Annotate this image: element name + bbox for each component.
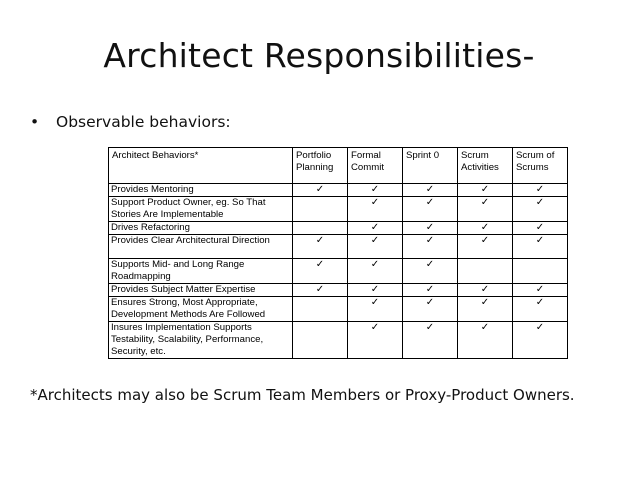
check-icon: ✓: [513, 184, 568, 197]
check-icon: ✓: [348, 322, 403, 359]
header-scrum-activities: Scrum Activities: [458, 148, 513, 184]
check-icon: ✓: [458, 297, 513, 322]
behavior-label: Supports Mid- and Long Range Roadmapping: [109, 259, 293, 284]
behavior-label: Insures Implementation Supports Testability, Scalability, Performance, Security, etc.: [109, 322, 293, 359]
check-icon: ✓: [348, 259, 403, 284]
check-icon: ✓: [513, 297, 568, 322]
check-icon: ✓: [403, 197, 458, 222]
table-row: [109, 222, 568, 235]
header-scrum-of-scrums: Scrum of Scrums: [513, 148, 568, 184]
header-formal-commit: Formal Commit: [348, 148, 403, 184]
check-icon: ✓: [403, 284, 458, 297]
table-row: [109, 259, 568, 284]
check-icon: ✓: [348, 184, 403, 197]
check-icon: ✓: [513, 284, 568, 297]
check-icon: ✓: [458, 222, 513, 235]
check-icon: ✓: [513, 322, 568, 359]
empty-cell: [513, 259, 568, 284]
check-icon: ✓: [458, 284, 513, 297]
check-icon: ✓: [403, 222, 458, 235]
behavior-label: Provides Subject Matter Expertise: [109, 284, 293, 297]
check-icon: ✓: [293, 235, 348, 259]
empty-cell: [293, 297, 348, 322]
behavior-label: Provides Clear Architectural Direction: [109, 235, 293, 259]
check-icon: ✓: [348, 222, 403, 235]
empty-cell: [293, 222, 348, 235]
check-icon: ✓: [403, 259, 458, 284]
behavior-label: Provides Mentoring: [109, 184, 293, 197]
table-header-row: [109, 148, 568, 184]
table-row: [109, 235, 568, 259]
footnote: *Architects may also be Scrum Team Members or Proxy-Product Owners.: [30, 386, 575, 404]
behavior-label: Support Product Owner, eg. So That Stories Are Implementable: [109, 197, 293, 222]
header-portfolio-planning: Portfolio Planning: [293, 148, 348, 184]
check-icon: ✓: [458, 235, 513, 259]
check-icon: ✓: [513, 235, 568, 259]
check-icon: ✓: [403, 297, 458, 322]
check-icon: ✓: [293, 259, 348, 284]
empty-cell: [293, 197, 348, 222]
check-icon: ✓: [293, 184, 348, 197]
table-row: [109, 297, 568, 322]
header-behaviors: Architect Behaviors*: [109, 148, 293, 184]
check-icon: ✓: [348, 235, 403, 259]
table-body: [109, 184, 568, 359]
header-sprint-0: Sprint 0: [403, 148, 458, 184]
check-icon: ✓: [513, 222, 568, 235]
table-row: [109, 197, 568, 222]
bullet-dot: •: [30, 113, 40, 131]
check-icon: ✓: [403, 184, 458, 197]
table-row: [109, 322, 568, 359]
table-row: [109, 284, 568, 297]
behavior-label: Ensures Strong, Most Appropriate, Development Methods Are Followed: [109, 297, 293, 322]
check-icon: ✓: [403, 322, 458, 359]
check-icon: ✓: [348, 197, 403, 222]
check-icon: ✓: [348, 284, 403, 297]
table-row: [109, 184, 568, 197]
bullet-text: Observable behaviors:: [56, 113, 231, 131]
check-icon: ✓: [293, 284, 348, 297]
check-icon: ✓: [458, 184, 513, 197]
check-icon: ✓: [458, 322, 513, 359]
check-icon: ✓: [403, 235, 458, 259]
slide-title: Architect Responsibilities-: [103, 36, 535, 75]
bullet-observable-behaviors: [30, 113, 231, 131]
behavior-label: Drives Refactoring: [109, 222, 293, 235]
empty-cell: [458, 259, 513, 284]
check-icon: ✓: [458, 197, 513, 222]
check-icon: ✓: [513, 197, 568, 222]
check-icon: ✓: [348, 297, 403, 322]
responsibilities-table: [108, 147, 568, 359]
empty-cell: [293, 322, 348, 359]
